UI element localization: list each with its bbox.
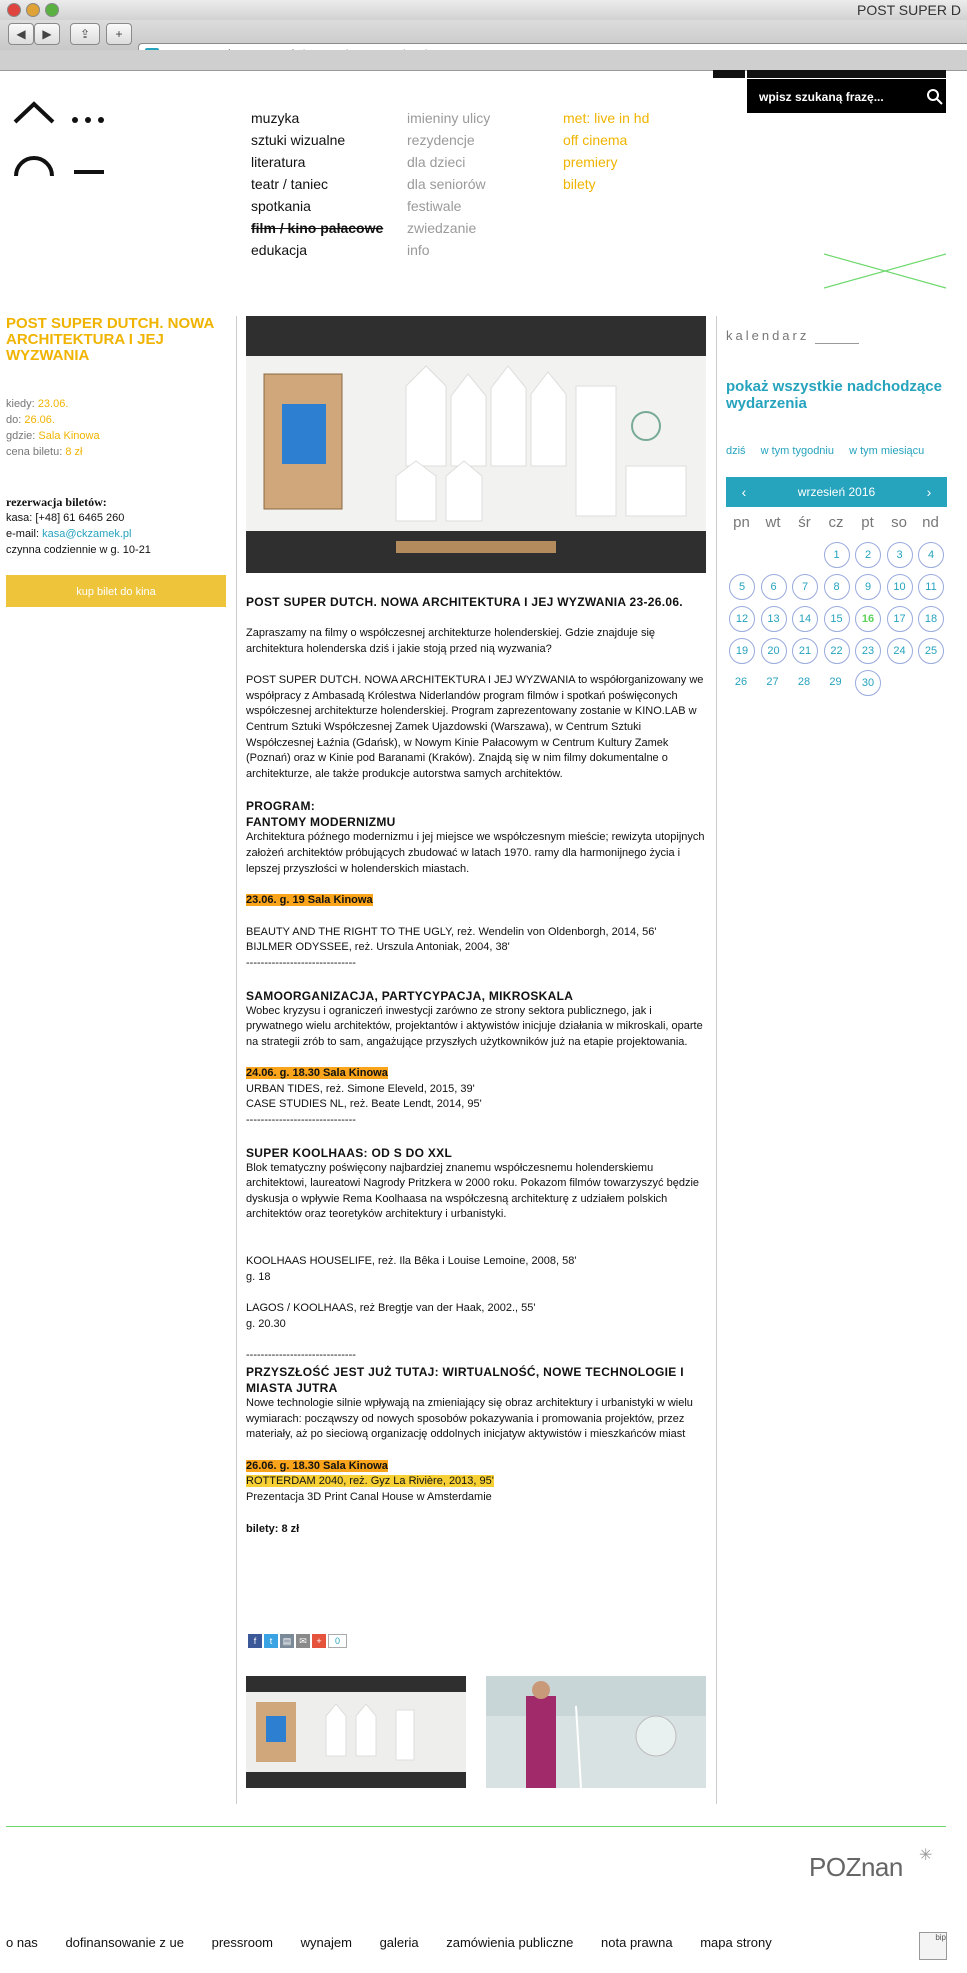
nav-item-met-live[interactable]: met: live in hd (563, 110, 650, 126)
nav-item-premiery[interactable]: premiery (563, 154, 618, 170)
calendar-label-underline (815, 343, 859, 344)
section-text: Architektura późnego modernizmu i jej miejsce we współczesnym mieście; rewizyta utopijnych założeń architektów próbujących zbudować w latach 1970. ramy dla harmonijnego życia i lepszej przyszłości w holenderskich miastach. (246, 831, 705, 875)
nav-column-main (251, 107, 383, 261)
program-label: PROGRAM: (246, 799, 316, 814)
nav-item-zwiedzanie[interactable]: zwiedzanie (407, 220, 477, 236)
section-title: PRZYSZŁOŚĆ JEST JUŻ TUTAJ: WIRTUALNOŚĆ, NOWE TECHNOLOGIE I MIASTA JUTRA (246, 1365, 684, 1395)
screening-date: 26.06. g. 18.30 Sala Kinowa (246, 1459, 388, 1472)
share-bar (248, 1634, 347, 1648)
reservation-hours: czynna codziennie w g. 10-21 (6, 544, 151, 556)
nav-item-literatura[interactable]: literatura (251, 154, 306, 170)
minimize-window-button[interactable] (26, 3, 40, 17)
section-text: Nowe technologie silnie wpływają na zmieniający się obraz architektury i urbanistyki w wielu wymiarach: począwszy od nowych sposobów pokazywania i promowania projektów, przez materiały, aż po sieciową organizację oddolnych inicjatyw aktywistów i mieszkańców miast (246, 1397, 693, 1441)
forward-arrow-icon: ▶ (42, 27, 52, 41)
event-when: kiedy: 23.06. (6, 398, 69, 410)
close-window-button[interactable] (7, 3, 21, 17)
event-price: cena biletu: 8 zł (6, 446, 83, 458)
footer-link-mapa-strony[interactable]: mapa strony (700, 1935, 772, 1950)
nav-item-off-cinema[interactable]: off cinema (563, 132, 628, 148)
calendar-day: 29 (829, 676, 842, 688)
calendar-label: kalendarz (726, 328, 810, 343)
show-all-events-link[interactable]: pokaż wszystkie nadchodzące wydarzenia (726, 378, 942, 412)
footer-link-wynajem[interactable]: wynajem (300, 1935, 352, 1950)
header-bar-segment (713, 70, 745, 78)
column-divider (716, 316, 717, 1804)
calendar-day[interactable]: 3 (887, 542, 913, 568)
nav-item-dla-dzieci[interactable]: dla dzieci (407, 154, 466, 170)
event-to: do: 26.06. (6, 414, 55, 426)
reservation-title: rezerwacja biletów: (6, 495, 107, 509)
footer-link-zamowienia[interactable]: zamówienia publiczne (446, 1935, 574, 1950)
film-entry: LAGOS / KOOLHAAS, reż Bregtje van der Haak, 2002., 55' (246, 1302, 536, 1315)
search-button[interactable] (912, 79, 946, 113)
plus-icon: + (115, 27, 123, 41)
nav-item-film-kino-palacowe[interactable]: film / kino pałacowe (251, 220, 384, 236)
event-title: POST SUPER DUTCH. NOWA ARCHITEKTURA I JEJ WYZWANIA (6, 315, 214, 364)
nav-item-info[interactable]: info (407, 242, 430, 258)
nav-item-rezydencje[interactable]: rezydencje (407, 132, 475, 148)
event-where: gdzie: Sala Kinowa (6, 430, 100, 442)
nav-item-bilety[interactable]: bilety (563, 176, 596, 192)
calendar-day[interactable]: 9 (855, 574, 881, 600)
poznan-star-icon: ✳ (919, 1847, 933, 1864)
film-time: g. 20.30 (246, 1317, 286, 1330)
search-icon (918, 80, 952, 114)
calendar-day[interactable]: 17 (887, 606, 913, 632)
footer-link-pressroom[interactable]: pressroom (211, 1935, 274, 1950)
tickets-price: bilety: 8 zł (246, 1522, 300, 1535)
section-text: Wobec kryzysu i ograniczeń inwestycji zarówno ze strony sektora publicznego, jak i prywatnego wielu architektów, projektantów i aktywistów inicjuje działania w mikroskali, oparte na strategii zrób to sam, angażujące przyszłych użytkowników już na etapie projektowania. (246, 1004, 703, 1048)
nav-item-muzyka[interactable]: muzyka (251, 110, 300, 126)
footer-nav (6, 1935, 796, 1950)
calendar-day[interactable]: 14 (792, 606, 818, 632)
site-logo[interactable] (12, 96, 112, 178)
weekday-label: cz (828, 514, 844, 531)
weekday-label: pn (733, 514, 750, 531)
calendar-day: 27 (766, 676, 779, 688)
calendar-day[interactable]: 13 (761, 606, 787, 632)
film-entry: URBAN TIDES, reż. Simone Eleveld, 2015, 39' (246, 1082, 475, 1095)
weekday-label: śr (798, 514, 811, 531)
column-divider (236, 316, 237, 1804)
divider-line: ------------------------------ (246, 1114, 356, 1127)
nav-item-dla-seniorow[interactable]: dla seniorów (407, 176, 486, 192)
back-arrow-icon: ◀ (16, 27, 26, 41)
calendar-day: 28 (797, 676, 811, 688)
calendar-day[interactable]: 11 (918, 574, 944, 600)
film-entry: BEAUTY AND THE RIGHT TO THE UGLY, reż. Wendelin von Oldenborgh, 2014, 56' (246, 925, 657, 938)
today-link[interactable]: dziś (726, 445, 746, 457)
footer-link-dofinansowanie[interactable]: dofinansowanie z ue (65, 1935, 184, 1950)
film-time: g. 18 (246, 1270, 271, 1283)
nav-item-teatr-taniec[interactable]: teatr / taniec (251, 176, 329, 192)
section-title: FANTOMY MODERNIZMU (246, 815, 396, 830)
zoom-window-button[interactable] (45, 3, 59, 17)
article-intro: Zapraszamy na filmy o współczesnej architekturze holenderskiej. Gdzie znajduje się architektura holenderska dziś i jakie stoją przed nią wyzwania? (246, 627, 656, 655)
twitter-icon[interactable]: t (264, 1634, 278, 1648)
weekday-label: so (891, 514, 907, 531)
calendar-day[interactable]: 30 (855, 670, 881, 696)
calendar-day[interactable]: 23 (855, 638, 881, 664)
article-body (246, 594, 706, 1537)
nav-item-imieniny-ulicy[interactable]: imieniny ulicy (407, 110, 491, 126)
browser-chrome (0, 0, 967, 71)
this-week-link[interactable]: w tym tygodniu (760, 445, 834, 457)
film-entry: Prezentacja 3D Print Canal House w Amsterdamie (246, 1490, 492, 1503)
section-text: Blok tematyczny poświęcony najbardziej znanemu współczesnemu holenderskiemu architektowi, laureatowi Nagrody Pritzkera w 2000 roku. Pokazom filmów towarzyszyć będzie dyskusja o wpływie Rema Koolhaasa na współczesną architekturę z udziałem polskich architektów oraz teoretyków architektury i urbanistyki. (246, 1161, 700, 1221)
forward-button[interactable] (34, 23, 60, 45)
search-box (747, 79, 912, 113)
screening-date: 24.06. g. 18.30 Sala Kinowa (246, 1067, 388, 1080)
article-heading: POST SUPER DUTCH. NOWA ARCHITEKTURA I JEJ WYZWANIA 23-26.06. (246, 595, 683, 609)
section-title: SUPER KOOLHAAS: OD S DO XXL (246, 1145, 453, 1160)
nav-item-sztuki-wizualne[interactable]: sztuki wizualne (251, 132, 346, 148)
reservation-email: e-mail: kasa@ckzamek.pl (6, 528, 132, 540)
nav-item-festiwale[interactable]: festiwale (407, 198, 462, 214)
footer-link-o-nas[interactable]: o nas (6, 1935, 38, 1950)
divider-line: ------------------------------ (246, 956, 356, 969)
bookmarks-bar (0, 50, 967, 70)
calendar-day[interactable]: 8 (824, 574, 850, 600)
share-count: 0 (328, 1634, 347, 1648)
browser-toolbar (0, 20, 967, 50)
gallery-thumbnail[interactable] (486, 1676, 706, 1788)
calendar-day[interactable]: 5 (729, 574, 755, 600)
weekday-label: wt (765, 514, 781, 531)
calendar-day[interactable]: 22 (824, 638, 850, 664)
more-share-icon[interactable]: + (312, 1634, 326, 1648)
calendar-month: wrzesień 2016 (797, 485, 876, 499)
reservation-phone: kasa: [+48] 61 6465 260 (6, 512, 125, 524)
weekday-label: pt (861, 514, 874, 531)
print-icon[interactable]: ▤ (280, 1634, 294, 1648)
calendar-month-header (726, 477, 947, 507)
bip-icon[interactable]: bip (919, 1932, 947, 1960)
event-hero-image (246, 316, 706, 573)
weekday-label: nd (922, 514, 939, 531)
buy-ticket-button[interactable]: kup bilet do kina (6, 575, 226, 607)
film-entry: CASE STUDIES NL, reż. Beate Lendt, 2014, 95' (246, 1098, 482, 1111)
share-button[interactable] (70, 23, 100, 45)
calendar-day[interactable]: 16 (855, 606, 881, 632)
email-link[interactable]: kasa@ckzamek.pl (42, 528, 132, 540)
calendar-day[interactable]: 21 (792, 638, 818, 664)
calendar-day[interactable]: 2 (855, 542, 881, 568)
facebook-icon[interactable]: f (248, 1634, 262, 1648)
nav-column-secondary (407, 107, 490, 261)
calendar-day[interactable]: 7 (792, 574, 818, 600)
calendar-quick-links (726, 445, 936, 457)
nav-item-spotkania[interactable]: spotkania (251, 198, 311, 214)
poznan-logo[interactable]: POZnan (809, 1852, 903, 1882)
window-title: POST SUPER D (857, 2, 961, 18)
title-bar (0, 0, 967, 20)
nav-item-edukacja[interactable]: edukacja (251, 242, 308, 258)
email-icon[interactable]: ✉ (296, 1634, 310, 1648)
calendar-day[interactable]: 24 (887, 638, 913, 664)
green-cross-decoration (824, 252, 946, 290)
film-entry: KOOLHAAS HOUSELIFE, reż. Ila Bêka i Louise Lemoine, 2008, 58' (246, 1255, 577, 1268)
article-paragraph: POST SUPER DUTCH. NOWA ARCHITEKTURA I JEJ WYZWANIA to współorganizowany we współpracy z Ambasadą Królestwa Niderlandów program filmów i spotkań poświęconych współczesnej architekturze holenderskiej. Program zaprezentowany zostanie w KINO.LAB w Centrum Sztuki Współczesnej Zamek Ujazdowski (Warszawa), w Centrum Sztuki Współczesnej Łaźnia (Gdańsk), w Nowym Kinie Pałacowym w Centrum Kultury Zamek (Poznań) oraz w Kinie pod Baranami (Kraków). Znajdą się w nim filmy dokumentalne o architekturze, ale także produkcje autorstwa samych architektów. (246, 674, 704, 780)
back-button[interactable] (8, 23, 34, 45)
calendar-day[interactable]: 15 (824, 606, 850, 632)
footer-divider (6, 1826, 946, 1827)
footer-link-nota-prawna[interactable]: nota prawna (601, 1935, 673, 1950)
calendar-day: 26 (734, 676, 748, 688)
footer-link-galeria[interactable]: galeria (379, 1935, 419, 1950)
gallery-thumbnail[interactable] (246, 1676, 466, 1788)
film-entry: ROTTERDAM 2040, reż. Gyz La Rivière, 2013, 95' (246, 1475, 494, 1488)
calendar-day[interactable]: 18 (918, 606, 944, 632)
calendar-day[interactable]: 25 (918, 638, 944, 664)
film-entry: BIJLMER ODYSSEE, reż. Urszula Antoniak, 2004, 38' (246, 941, 510, 954)
share-icon: ⇪ (79, 27, 91, 41)
calendar-day[interactable]: 12 (729, 606, 755, 632)
search-input[interactable] (757, 88, 906, 106)
next-month-icon[interactable]: › (926, 484, 932, 500)
calendar-day[interactable]: 4 (918, 542, 944, 568)
calendar-day[interactable]: 6 (761, 574, 787, 600)
nav-column-cinema (563, 107, 649, 195)
screening-date: 23.06. g. 19 Sala Kinowa (246, 894, 373, 907)
section-title: SAMOORGANIZACJA, PARTYCYPACJA, MIKROSKALA (246, 988, 574, 1003)
calendar-day[interactable]: 1 (824, 542, 850, 568)
calendar-day[interactable]: 10 (887, 574, 913, 600)
calendar-day[interactable]: 20 (761, 638, 787, 664)
divider-line: ------------------------------ (246, 1349, 356, 1362)
calendar-day[interactable]: 19 (729, 638, 755, 664)
prev-month-icon[interactable]: ‹ (741, 484, 747, 500)
new-tab-button[interactable] (106, 23, 132, 45)
this-month-link[interactable]: w tym miesiącu (849, 445, 925, 457)
header-bar-segment (747, 70, 946, 78)
